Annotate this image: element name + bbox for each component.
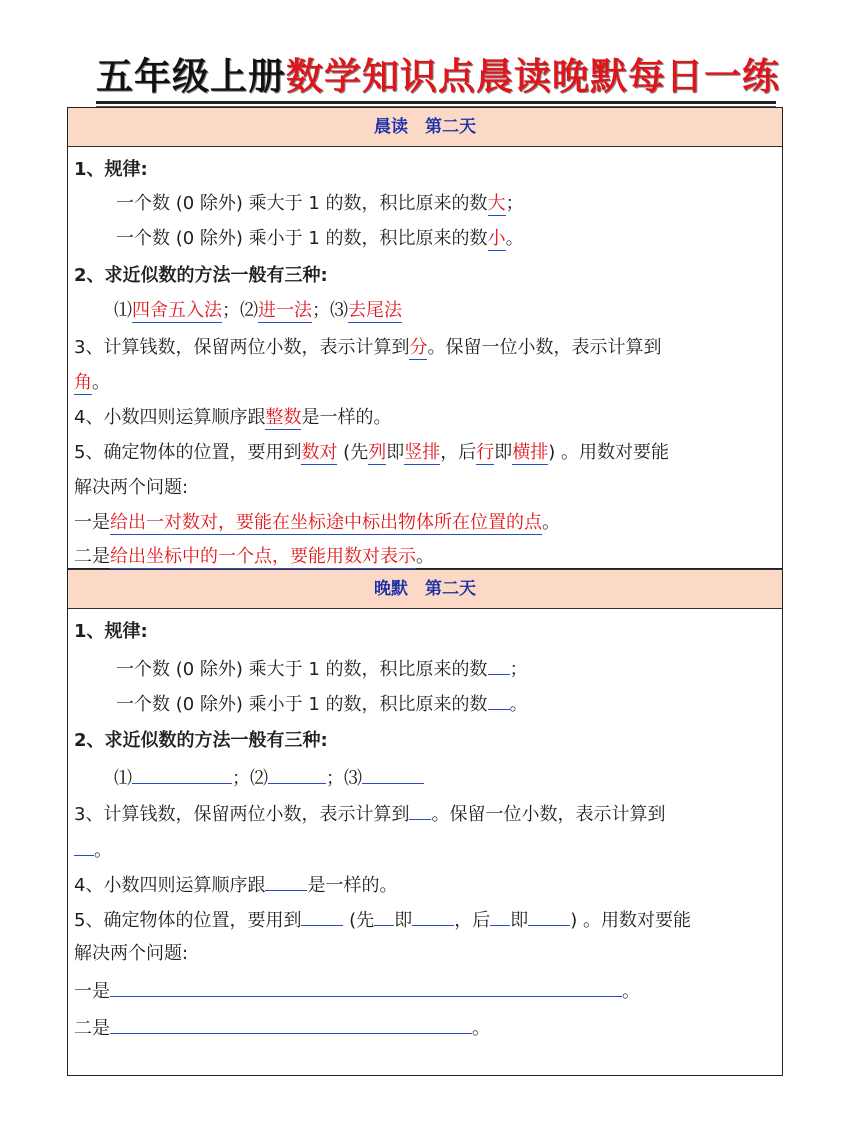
text: 。 — [505, 228, 524, 249]
evening-s5 — [74, 907, 691, 933]
text: 。 — [509, 694, 528, 715]
text: 二是 — [74, 546, 110, 567]
text: 即 — [386, 442, 405, 463]
morning-s1-title: 1、规律: — [74, 159, 148, 180]
answer-blank[interactable] — [488, 656, 510, 675]
text: 。 — [92, 372, 110, 393]
morning-s1-rule-a — [116, 192, 524, 216]
title-grade: 五年级上册 — [96, 55, 286, 98]
answer: 四舍五入法 — [132, 300, 222, 321]
answer: 数对 — [301, 442, 338, 463]
text: ) 。用数对要能 — [548, 442, 669, 463]
evening-s2-title: 2、求近似数的方法一般有三种: — [74, 730, 328, 751]
text: ) 。用数对要能 — [570, 910, 691, 931]
evening-s1-rule-b — [116, 691, 528, 717]
answer-blank[interactable] — [528, 907, 570, 926]
text: 一个数 (0 除外) 乘小于 1 的数，积比原来的数 — [116, 694, 488, 715]
text: 。 — [472, 1018, 490, 1039]
morning-s5-line2: 解决两个问题: — [74, 477, 189, 498]
answer-blank[interactable] — [374, 907, 394, 926]
answer: 分 — [409, 337, 428, 358]
answer: 横排 — [512, 442, 549, 463]
text: 即 — [510, 910, 529, 931]
evening-s3 — [74, 801, 665, 827]
text: 。 — [94, 840, 112, 861]
answer-blank[interactable] — [74, 837, 94, 856]
answer-blank[interactable] — [132, 765, 232, 784]
evening-header: 晚默 第二天 — [68, 569, 782, 609]
morning-s1-rule-b — [116, 227, 524, 251]
text: 5、确定物体的位置，要用到 — [74, 910, 302, 931]
evening-s1-rule-a — [116, 656, 528, 682]
evening-s5-line2: 解决两个问题: — [74, 943, 189, 964]
text: 二是 — [74, 1018, 110, 1039]
text: ⑴ — [114, 300, 132, 321]
text: 一个数 (0 除外) 乘大于 1 的数，积比原来的数 — [116, 193, 488, 214]
text: ；⑶ — [312, 300, 348, 321]
text: 。 — [622, 981, 640, 1002]
evening-s1-title: 1、规律: — [74, 621, 148, 642]
title-subject: 数学知识点晨读晚默每日一练 — [286, 55, 780, 98]
text: 。保留一位小数，表示计算到 — [431, 804, 666, 825]
text: ，后 — [440, 442, 477, 463]
text: (先 — [337, 442, 369, 463]
evening-s4 — [74, 872, 397, 898]
text: ；⑵ — [222, 300, 258, 321]
text: ； — [509, 659, 528, 680]
text: 3、计算钱数，保留两位小数，表示计算到 — [74, 337, 410, 358]
text: (先 — [343, 910, 375, 931]
answer: 行 — [476, 442, 495, 463]
answer: 列 — [368, 442, 387, 463]
answer-blank[interactable] — [265, 872, 307, 891]
text: ； — [505, 193, 524, 214]
evening-s2-methods — [114, 765, 424, 791]
answer: 进一法 — [258, 300, 312, 321]
morning-s2-methods — [114, 299, 402, 323]
answer-blank[interactable] — [110, 1015, 472, 1034]
text: ；⑵ — [232, 768, 268, 789]
answer: 给出坐标中的一个点，要能用数对表示 — [110, 546, 416, 567]
answer-blank[interactable] — [110, 978, 622, 997]
text: 3、计算钱数，保留两位小数，表示计算到 — [74, 804, 410, 825]
morning-s5 — [74, 441, 669, 465]
morning-s3 — [74, 336, 661, 360]
answer: 给出一对数对，要能在坐标途中标出物体所在位置的点 — [110, 512, 542, 533]
morning-s2-title: 2、求近似数的方法一般有三种: — [74, 265, 328, 286]
morning-s6 — [74, 511, 560, 535]
title-underline — [96, 101, 776, 104]
text: 。 — [542, 512, 560, 533]
answer-blank[interactable] — [301, 907, 343, 926]
text: 。 — [416, 546, 434, 567]
evening-recall-panel — [67, 569, 783, 1076]
text: 是一样的。 — [307, 875, 398, 896]
answer: 小 — [487, 228, 506, 249]
page-title — [96, 52, 780, 102]
evening-s6 — [74, 978, 640, 1004]
evening-s3-cont — [74, 837, 112, 863]
answer-blank[interactable] — [362, 765, 424, 784]
answer: 整数 — [265, 407, 302, 428]
text: 即 — [394, 910, 413, 931]
morning-s3-cont — [74, 371, 110, 395]
text: 4、小数四则运算顺序跟 — [74, 407, 266, 428]
morning-header: 晨读 第二天 — [68, 108, 782, 147]
text: 一个数 (0 除外) 乘大于 1 的数，积比原来的数 — [116, 659, 488, 680]
answer: 角 — [74, 372, 92, 393]
answer-blank[interactable] — [490, 907, 510, 926]
answer-blank[interactable] — [268, 765, 326, 784]
text: 一是 — [74, 981, 110, 1002]
morning-s7 — [74, 545, 434, 569]
text: 即 — [494, 442, 513, 463]
morning-reading-panel — [67, 107, 783, 569]
text: ⑴ — [114, 768, 132, 789]
text: 一个数 (0 除外) 乘小于 1 的数，积比原来的数 — [116, 228, 488, 249]
answer: 大 — [487, 193, 506, 214]
evening-s7 — [74, 1015, 490, 1041]
answer: 竖排 — [404, 442, 441, 463]
answer-blank[interactable] — [409, 801, 431, 820]
text: 5、确定物体的位置，要用到 — [74, 442, 302, 463]
text: 。保留一位小数，表示计算到 — [427, 337, 662, 358]
answer-blank[interactable] — [488, 691, 510, 710]
text: 4、小数四则运算顺序跟 — [74, 875, 266, 896]
text: 一是 — [74, 512, 110, 533]
morning-s4 — [74, 406, 391, 430]
text: 是一样的。 — [301, 407, 392, 428]
answer: 去尾法 — [348, 300, 402, 321]
text: ，后 — [454, 910, 491, 931]
answer-blank[interactable] — [412, 907, 454, 926]
text: ；⑶ — [326, 768, 362, 789]
